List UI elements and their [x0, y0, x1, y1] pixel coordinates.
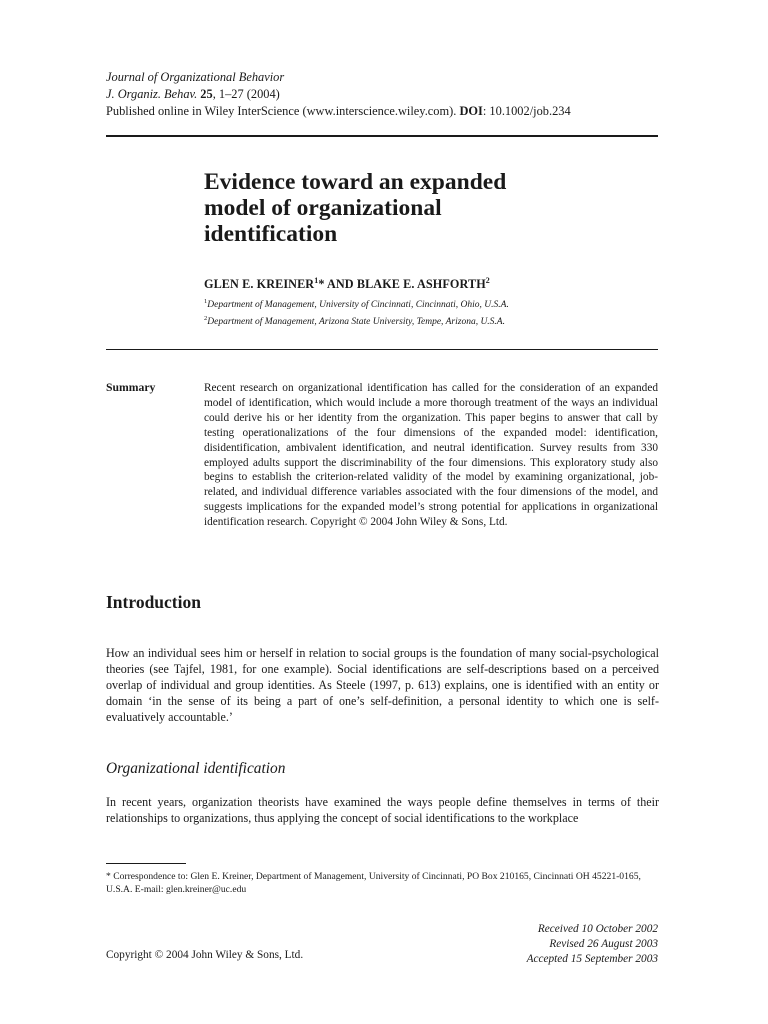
- title-line-3: identification: [204, 221, 338, 247]
- doi-label: DOI: [459, 104, 483, 118]
- footnote-divider: [106, 863, 186, 864]
- author-2: BLAKE E. ASHFORTH: [356, 277, 486, 292]
- citation-volume: 25: [200, 87, 213, 101]
- correspondence-footnote: * Correspondence to: Glen E. Kreiner, Department of Management, University of Cincinnati, PO Box 210165, Cincinnati OH 45221-0165, U.S.A. E-mail: glen.kreiner@uc.edu: [106, 871, 641, 895]
- title-line-1: Evidence toward an expanded: [204, 169, 507, 195]
- summary-text: Recent research on organizational identification has called for the consideration of an expanded model of identification, which would include a more thorough treatment of the ways an individual could derive his or her identity from the organization. This paper begins to answer that call by testing operationalizations of the four dimensions of the expanded model: identification, disidentification, ambivalent identification, and neutral identification. Survey results from 330 employed adults support the discriminability of the four dimensions. This exploratory study also begins to establish the criterion-related validity of the model by examining organizational, job-related, and individual difference variables associated with the four dimensions of the model, and suggests implications for the expanded model’s strong potential for applications in organizational identification research. Copyright © 2004 John Wiley & Sons, Ltd.: [204, 382, 658, 529]
- journal-header: [106, 69, 666, 120]
- journal-name: Journal of Organizational Behavior: [106, 70, 285, 84]
- citation-pages-year: , 1–27 (2004): [212, 87, 280, 101]
- copyright-notice: Copyright © 2004 John Wiley & Sons, Ltd.: [106, 949, 304, 961]
- introduction-paragraph: How an individual sees him or herself in relation to social groups is the foundation of many social-psychological theories (see Tajfel, 1981, for one example). Social identifications are self-descriptions based on a perceived overlap of individual and group identities. As Steele (1997, p. 613) explains, one is identified with an entity or domain ‘in the sense of its being a part of one’s self-definition, a personal identity to which one is self-evaluatively accountable.’: [106, 646, 659, 724]
- author-2-affil-mark: 2: [485, 276, 490, 285]
- article-dates: [527, 922, 658, 967]
- affiliation-1-mark: 1: [204, 298, 208, 305]
- affiliation-2: [204, 312, 664, 329]
- correspondence-mark: *: [318, 277, 325, 292]
- doi-value: : 10.1002/job.234: [482, 104, 571, 118]
- author-conjunction: AND: [324, 277, 357, 292]
- publication-line: [106, 103, 666, 120]
- section-heading: Organizational identification: [106, 760, 286, 777]
- published-online: Published online in Wiley InterScience (www.interscience.wiley.com).: [106, 104, 457, 118]
- citation-abbrev: J. Organiz. Behav.: [106, 87, 198, 101]
- summary-label: Summary: [106, 381, 156, 394]
- affiliation-2-text: Department of Management, Arizona State University, Tempe, Arizona, U.S.A.: [207, 317, 505, 328]
- journal-citation: [106, 86, 666, 103]
- header-divider: [106, 135, 658, 137]
- summary-divider: [106, 349, 658, 350]
- author-1: GLEN E. KREINER: [204, 277, 315, 292]
- affiliation-2-mark: 2: [204, 315, 208, 323]
- revised-date: Revised 26 August 2003: [549, 938, 658, 950]
- article-title: [204, 169, 624, 247]
- affiliation-1: [204, 295, 664, 312]
- author-list: [204, 276, 490, 292]
- accepted-date: Accepted 15 September 2003: [526, 953, 658, 965]
- affiliation-1-text: Department of Management, University of Cincinnati, Cincinnati, Ohio, U.S.A.: [207, 300, 509, 311]
- section-paragraph: In recent years, organization theorists have examined the ways people define themselves in terms of their relationships to organizations, thus applying the concept of social identifications to the workplace: [106, 795, 659, 825]
- author-1-affil-mark: 1: [314, 276, 319, 285]
- introduction-heading: Introduction: [106, 592, 201, 612]
- title-line-2: model of organizational: [204, 195, 442, 221]
- received-date: Received 10 October 2002: [537, 923, 658, 935]
- affiliations: [204, 295, 664, 329]
